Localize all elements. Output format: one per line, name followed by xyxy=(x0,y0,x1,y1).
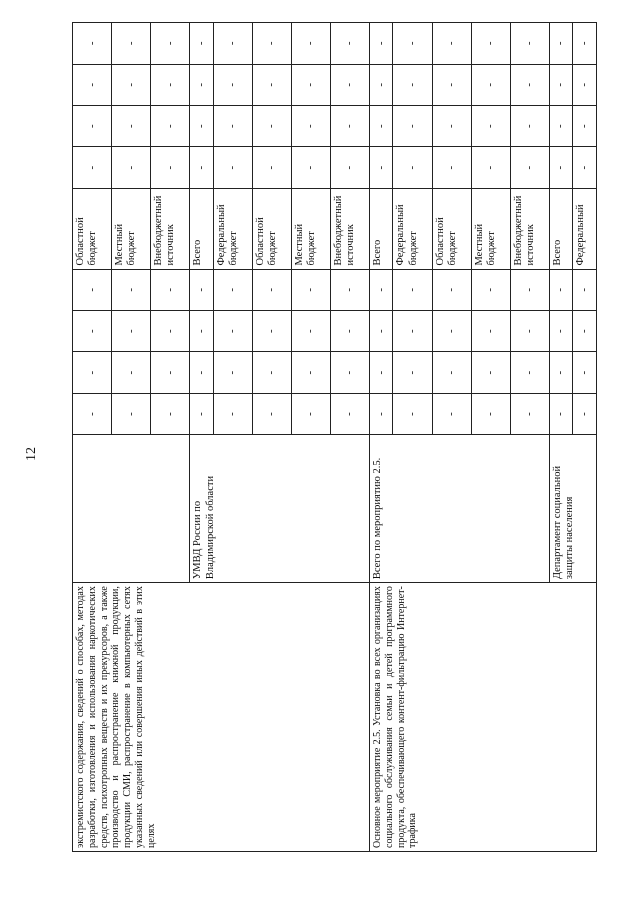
funding-source-cell: Местный бюджет xyxy=(291,188,330,269)
value-cell: - xyxy=(73,393,112,434)
value-cell: - xyxy=(151,310,190,351)
value-cell: - xyxy=(471,64,510,105)
funding-source-cell: Всего xyxy=(190,188,214,269)
funding-source-cell: Федеральный бюджет xyxy=(393,188,432,269)
value-cell: - xyxy=(190,310,214,351)
page-number: 12 xyxy=(24,447,39,461)
value-cell: - xyxy=(393,64,432,105)
value-cell: - xyxy=(73,64,112,105)
value-cell: - xyxy=(549,105,573,146)
value-cell: - xyxy=(393,393,432,434)
value-cell: - xyxy=(190,64,214,105)
value-cell: - xyxy=(330,269,369,310)
value-cell: - xyxy=(73,269,112,310)
value-cell: - xyxy=(369,352,393,393)
value-cell: - xyxy=(213,147,252,188)
value-cell: - xyxy=(471,352,510,393)
value-cell: - xyxy=(112,64,151,105)
performer-cell: Департамент социальной защиты населения xyxy=(549,435,596,583)
value-cell: - xyxy=(151,269,190,310)
funding-source-cell: Внебюджетный источник xyxy=(330,188,369,269)
table-row xyxy=(369,23,393,852)
value-cell: - xyxy=(73,105,112,146)
value-cell: - xyxy=(252,310,291,351)
value-cell: - xyxy=(393,269,432,310)
value-cell: - xyxy=(510,352,549,393)
value-cell: - xyxy=(213,105,252,146)
value-cell: - xyxy=(393,352,432,393)
value-cell: - xyxy=(190,105,214,146)
value-cell: - xyxy=(432,269,471,310)
value-cell: - xyxy=(573,147,597,188)
value-cell: - xyxy=(252,23,291,65)
value-cell: - xyxy=(73,352,112,393)
funding-source-cell: Федеральный xyxy=(573,188,597,269)
program-description-cell: Основное мероприятие 2.5. Установка во всех организациях социального обслуживания семьи и детей программного продукта, обеспечивающего контент-фильтрацию Интернет-трафика xyxy=(369,583,596,852)
value-cell: - xyxy=(432,352,471,393)
value-cell: - xyxy=(291,105,330,146)
value-cell: - xyxy=(393,147,432,188)
value-cell: - xyxy=(393,310,432,351)
value-cell: - xyxy=(330,352,369,393)
value-cell: - xyxy=(471,310,510,351)
value-cell: - xyxy=(112,23,151,65)
value-cell: - xyxy=(73,310,112,351)
value-cell: - xyxy=(471,393,510,434)
value-cell: - xyxy=(190,393,214,434)
value-cell: - xyxy=(330,23,369,65)
value-cell: - xyxy=(432,23,471,65)
value-cell: - xyxy=(549,310,573,351)
value-cell: - xyxy=(393,105,432,146)
value-cell: - xyxy=(213,269,252,310)
value-cell: - xyxy=(112,352,151,393)
value-cell: - xyxy=(549,393,573,434)
value-cell: - xyxy=(291,352,330,393)
value-cell: - xyxy=(291,23,330,65)
value-cell: - xyxy=(471,147,510,188)
value-cell: - xyxy=(252,64,291,105)
value-cell: - xyxy=(213,310,252,351)
value-cell: - xyxy=(213,393,252,434)
value-cell: - xyxy=(549,23,573,65)
value-cell: - xyxy=(112,147,151,188)
value-cell: - xyxy=(369,105,393,146)
value-cell: - xyxy=(471,269,510,310)
value-cell: - xyxy=(330,310,369,351)
value-cell: - xyxy=(510,23,549,65)
value-cell: - xyxy=(573,269,597,310)
value-cell: - xyxy=(190,352,214,393)
value-cell: - xyxy=(471,105,510,146)
value-cell: - xyxy=(369,310,393,351)
value-cell: - xyxy=(369,393,393,434)
value-cell: - xyxy=(252,352,291,393)
value-cell: - xyxy=(112,105,151,146)
funding-source-cell: Областной бюджет xyxy=(432,188,471,269)
value-cell: - xyxy=(151,105,190,146)
value-cell: - xyxy=(510,393,549,434)
value-cell: - xyxy=(510,105,549,146)
budget-table xyxy=(72,22,597,852)
table-body xyxy=(73,23,597,852)
value-cell: - xyxy=(573,23,597,65)
value-cell: - xyxy=(190,269,214,310)
value-cell: - xyxy=(112,393,151,434)
value-cell: - xyxy=(190,23,214,65)
funding-source-cell: Всего xyxy=(369,188,393,269)
funding-source-cell: Всего xyxy=(549,188,573,269)
value-cell: - xyxy=(151,23,190,65)
value-cell: - xyxy=(369,269,393,310)
value-cell: - xyxy=(549,147,573,188)
program-description-cell: экстремистского содержания, сведений о способах, методах разработки, изготовления и использования наркотических средств, психотропных веществ и их прекурсоров, а также производство и распространение книжной продукции, продукции СМИ, распространение в компьютерных сетях указанных сведений или совершения иных действий в этих целях xyxy=(73,583,370,852)
value-cell: - xyxy=(252,105,291,146)
value-cell: - xyxy=(510,269,549,310)
value-cell: - xyxy=(73,23,112,65)
value-cell: - xyxy=(213,64,252,105)
value-cell: - xyxy=(73,147,112,188)
value-cell: - xyxy=(432,147,471,188)
value-cell: - xyxy=(573,64,597,105)
value-cell: - xyxy=(549,269,573,310)
funding-source-cell: Областной бюджет xyxy=(73,188,112,269)
performer-cell xyxy=(73,435,190,583)
funding-source-cell: Местный бюджет xyxy=(471,188,510,269)
value-cell: - xyxy=(151,352,190,393)
value-cell: - xyxy=(112,269,151,310)
value-cell: - xyxy=(510,147,549,188)
value-cell: - xyxy=(330,64,369,105)
funding-source-cell: Внебюджетный источник xyxy=(151,188,190,269)
funding-source-cell: Федеральный бюджет xyxy=(213,188,252,269)
value-cell: - xyxy=(393,23,432,65)
value-cell: - xyxy=(432,64,471,105)
value-cell: - xyxy=(573,310,597,351)
value-cell: - xyxy=(369,147,393,188)
value-cell: - xyxy=(369,64,393,105)
value-cell: - xyxy=(291,310,330,351)
value-cell: - xyxy=(190,147,214,188)
value-cell: - xyxy=(510,64,549,105)
value-cell: - xyxy=(291,147,330,188)
performer-cell: Всего по мероприятию 2.5. xyxy=(369,435,549,583)
value-cell: - xyxy=(213,23,252,65)
value-cell: - xyxy=(112,310,151,351)
performer-cell: УМВД России по Владимирской области xyxy=(190,435,370,583)
value-cell: - xyxy=(432,105,471,146)
value-cell: - xyxy=(573,393,597,434)
funding-source-cell: Внебюджетный источник xyxy=(510,188,549,269)
value-cell: - xyxy=(252,393,291,434)
value-cell: - xyxy=(549,352,573,393)
value-cell: - xyxy=(573,352,597,393)
value-cell: - xyxy=(471,23,510,65)
value-cell: - xyxy=(151,393,190,434)
value-cell: - xyxy=(330,105,369,146)
value-cell: - xyxy=(252,147,291,188)
value-cell: - xyxy=(330,393,369,434)
value-cell: - xyxy=(252,269,291,310)
value-cell: - xyxy=(291,393,330,434)
value-cell: - xyxy=(432,393,471,434)
funding-source-cell: Местный бюджет xyxy=(112,188,151,269)
table-row xyxy=(73,23,112,852)
value-cell: - xyxy=(151,64,190,105)
value-cell: - xyxy=(330,147,369,188)
value-cell: - xyxy=(510,310,549,351)
budget-table-sheet xyxy=(72,22,597,852)
value-cell: - xyxy=(432,310,471,351)
value-cell: - xyxy=(549,64,573,105)
value-cell: - xyxy=(291,269,330,310)
funding-source-cell: Областной бюджет xyxy=(252,188,291,269)
value-cell: - xyxy=(369,23,393,65)
value-cell: - xyxy=(151,147,190,188)
value-cell: - xyxy=(213,352,252,393)
value-cell: - xyxy=(573,105,597,146)
value-cell: - xyxy=(291,64,330,105)
